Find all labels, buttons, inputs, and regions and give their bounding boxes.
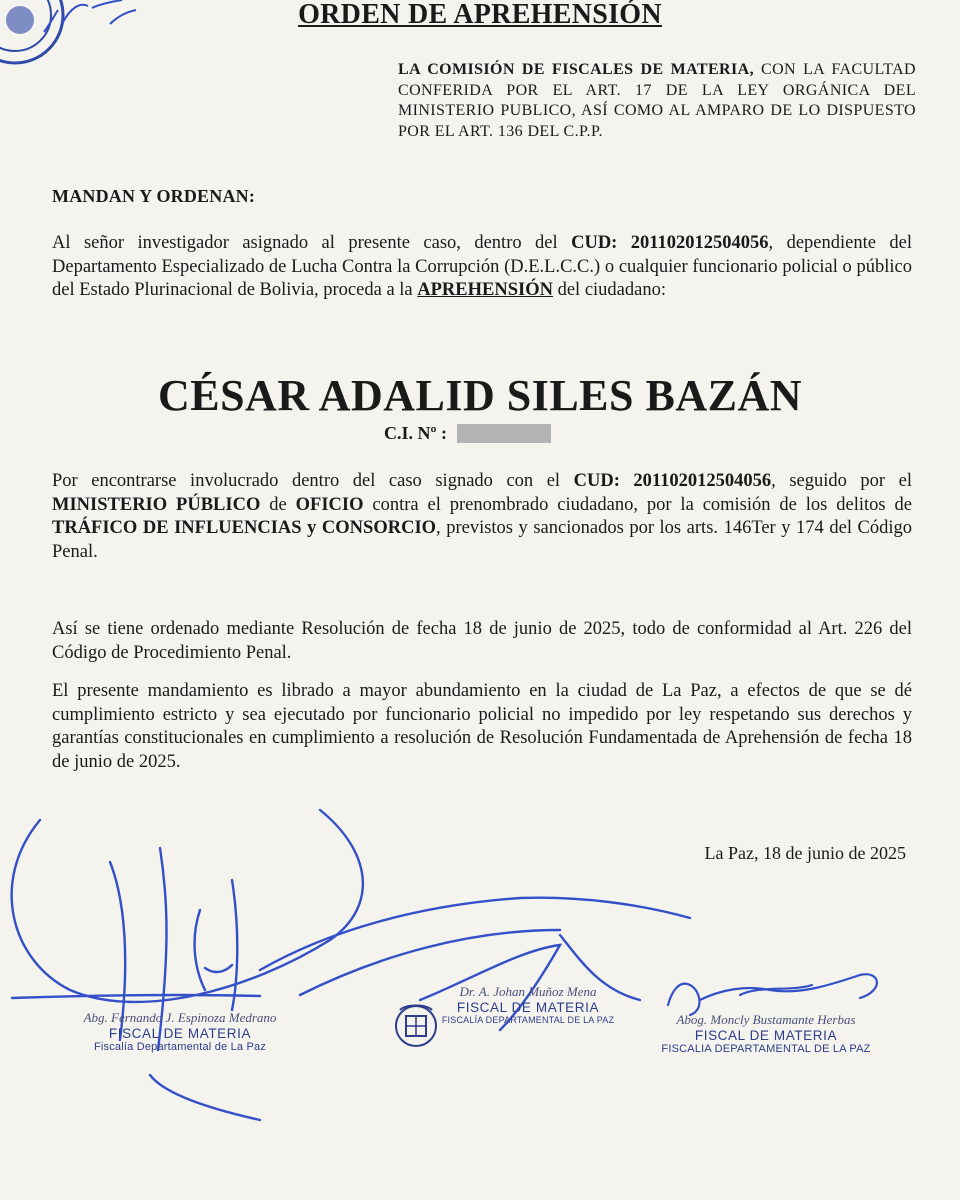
document-title: ORDEN DE APREHENSIÓN [298,0,662,30]
signer-office: Fiscalía Departamental de La Paz [93,1041,267,1053]
id-number-row [384,421,551,445]
signature-stamp-1 [60,1010,300,1053]
signer-title: FISCAL DE MATERIA [694,1028,838,1043]
prosecutor-office: MINISTERIO PÚBLICO [52,494,261,515]
signer-title: FISCAL DE MATERIA [456,1000,600,1015]
text-run: , dependiente del Departamento Especializado de Lucha Contra la Corrupción (D.E.L.C.C.) o cualquier funcionario policial o público del Estado Plurinacional de Bolivia, proceda a la [52,233,912,300]
text-run: , previstos y sancionados por los arts. 146Ter y 174 del Código Penal. [52,518,912,562]
text-run: contra el prenombrado ciudadano, por la comisión de los delitos de [363,494,912,515]
id-number-label: C.I. Nº : [384,422,447,443]
text-run: Por encontrarse involucrado dentro del caso signado con el [52,471,574,491]
charges-paragraph [52,470,912,564]
case-number: CUD: 201102012504056 [571,233,769,253]
issuing-authority-text: CON LA FACULTAD CONFERIDA POR EL ART. 17 DE LA LEY ORGÁNICA DEL MINISTERIO PUBLICO, ASÍ COMO AL AMPARO DE LO DISPUESTO POR EL ART. 136 DEL C.P.P. [398,61,916,140]
signer-office: FISCALÍA DEPARTAMENTAL DE LA PAZ [441,1015,615,1025]
order-heading: MANDAN Y ORDENAN: [52,186,256,206]
execution-paragraph: El presente mandamiento es librado a mayor abundamiento en la ciudad de La Paz, a efectos de que se dé cumplimiento estricto y sea ejecutado por funcionario policial no impedido por ley respetando sus derechos y garantías constitucionales en cumplimiento a resolución de Resolución Fundamentada de Aprehensión de fecha 18 de junio de 2025. [52,681,912,772]
order-paragraph [52,232,912,303]
signature-stamp-3 [636,1012,896,1055]
signature-1 [12,810,363,1120]
signature-stamp-2 [418,984,638,1025]
charges-list: TRÁFICO DE INFLUENCIAS y CONSORCIO [52,518,437,538]
person-name: CÉSAR ADALID SILES BAZÁN [157,371,803,420]
text-run: del ciudadano: [552,280,666,300]
aprehension-keyword: APREHENSIÓN [417,280,553,300]
id-number-redaction [457,424,551,443]
issuing-authority-name: LA COMISIÓN DE FISCALES DE MATERIA, [398,61,754,78]
signer-office: FISCALIA DEPARTAMENTAL DE LA PAZ [661,1043,871,1055]
signer-name: Abg. Fernando J. Espinoza Medrano [83,1010,277,1025]
case-number: CUD: 201102012504056 [573,471,772,491]
ex-officio-keyword: OFICIO [295,494,364,515]
signer-name: Dr. A. Johan Muñoz Mena [459,984,597,999]
resolution-paragraph: Así se tiene ordenado mediante Resolución de fecha 18 de junio de 2025, todo de conformidad al Art. 226 del Código de Procedimiento Penal. [52,619,912,663]
signer-title: FISCAL DE MATERIA [108,1026,252,1041]
text-run: , seguido por el [771,471,912,491]
issuing-authority-block [398,60,916,142]
signer-name: Abog. Moncly Bustamante Herbas [676,1012,856,1027]
text-run: de [260,494,296,515]
place-and-date: La Paz, 18 de junio de 2025 [704,843,906,863]
signature-3 [668,974,877,1015]
text-run: Al señor investigador asignado al presente caso, dentro del [52,233,572,253]
